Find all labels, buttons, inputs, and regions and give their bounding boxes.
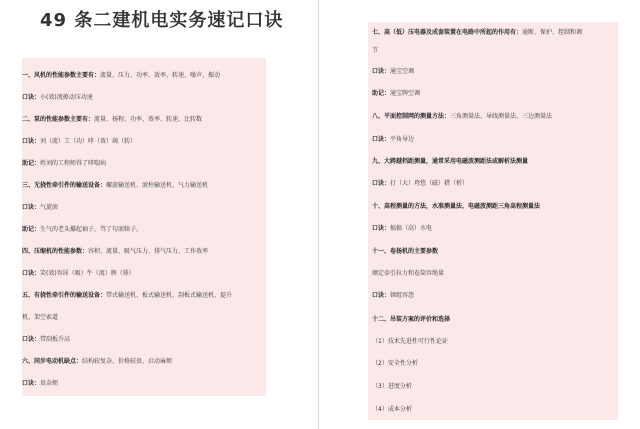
text-line	[372, 360, 418, 368]
line-heading: 口诀：	[372, 292, 391, 299]
line-heading: 口诀：	[22, 138, 41, 145]
line-text: 机、架空索道	[22, 314, 59, 321]
text-line	[22, 270, 135, 278]
line-text: 生气的老头攥起袖子，骂了句滚犊子。	[40, 226, 143, 233]
page-divider	[318, 0, 319, 429]
line-text: （4）成本分析	[372, 406, 412, 413]
left-column	[22, 58, 266, 396]
line-heading: 十二、吊装方案的评价和选择	[372, 316, 451, 323]
line-text: 带式输送机、板式输送机、刮板式输送机、提升	[106, 292, 233, 299]
line-heading: 口诀：	[22, 94, 41, 101]
line-text: 通宝牌空调	[390, 90, 421, 97]
text-line	[22, 138, 136, 146]
line-heading: 十一、卷扬机的主要参数	[372, 248, 439, 255]
line-heading: 口诀：	[372, 68, 391, 75]
text-line	[22, 358, 172, 366]
text-line	[372, 292, 414, 300]
line-text: 通断、保护、控制和调	[522, 29, 583, 36]
text-line	[22, 226, 142, 234]
line-text: 流量、压力、功率、效率、转速、噪声、振动	[100, 72, 221, 79]
line-heading: 九、大跨越档距测量，通常采用电磁波测距法或解析法测量	[372, 158, 529, 165]
line-heading: 十、高程测量的方法，水准测量法、电磁波测距三角高程测量法	[372, 203, 541, 210]
line-heading: 口诀：	[372, 180, 391, 187]
line-text: 小(效)流撩动压功速	[40, 94, 93, 101]
line-heading: 一、风机的性能参数主要有：	[22, 72, 101, 79]
line-heading: 助记：	[22, 226, 41, 233]
line-heading: 五、有挠性牵引件的输送设备：	[22, 292, 107, 299]
line-heading: 四、压缩机的性能参数：	[22, 248, 89, 255]
text-line	[372, 136, 414, 144]
line-heading: 口诀：	[372, 136, 391, 143]
line-text: （1）技术先进性可行性论证	[372, 338, 448, 345]
line-text: 通宝空调	[390, 68, 415, 75]
line-heading: 口诀：	[22, 380, 41, 387]
line-heading: 助记：	[372, 90, 391, 97]
line-heading: 七、高（低）压电器及成套装置在电路中所起的作用有：	[372, 29, 523, 36]
text-line	[372, 248, 438, 256]
text-line	[372, 113, 552, 121]
text-line	[372, 158, 528, 166]
line-text: 打（大）垮悠（磁）猎（析）	[390, 180, 469, 187]
line-text: 贵杂烦	[40, 380, 59, 387]
line-heading: 口诀：	[22, 270, 41, 277]
line-text: 结构较复杂、价格较贵、启动麻烦	[82, 358, 173, 365]
text-line	[22, 94, 93, 102]
text-line	[372, 47, 378, 55]
text-line	[22, 248, 208, 256]
line-heading: 口诀：	[22, 204, 41, 211]
text-line	[22, 292, 232, 300]
line-text: 搞搞（高）水电	[390, 225, 433, 232]
line-text: 三角测量法、导线测量法、三边测量法	[450, 113, 553, 120]
line-text: 容积、流量、吸气压力、排气压力、工作效率	[88, 248, 209, 255]
text-line	[372, 406, 412, 414]
line-text: 姓刘的工程师得了哮喘病	[40, 160, 107, 167]
line-text: （3）进度分析	[372, 383, 412, 390]
text-line	[372, 203, 540, 211]
text-line	[22, 160, 106, 168]
right-column	[368, 22, 618, 420]
text-line	[22, 380, 58, 388]
text-line	[22, 182, 208, 190]
line-heading: 三、无挠性牵引件的输送设备：	[22, 182, 107, 189]
line-text: 额定牵引拉力和卷筒容绳量	[372, 270, 445, 277]
text-line	[372, 68, 414, 76]
line-text: 螺旋输送机、滚柱输送机、气力输送机	[106, 182, 209, 189]
text-line	[372, 338, 448, 346]
text-line	[22, 314, 58, 322]
line-heading: 六、同步电动机缺点：	[22, 358, 83, 365]
text-line	[372, 29, 582, 37]
text-line	[372, 316, 450, 324]
line-text: 气旋滚	[40, 204, 59, 211]
line-heading: 助记：	[22, 160, 41, 167]
line-text: 平角导边	[390, 136, 415, 143]
text-line	[22, 336, 70, 344]
text-line	[372, 225, 432, 233]
line-text: （2）安全性分析	[372, 360, 418, 367]
line-text: 节	[372, 47, 379, 54]
line-heading: 口诀：	[372, 225, 391, 232]
line-text: 顿组容怨	[390, 292, 415, 299]
text-line	[22, 204, 58, 212]
line-text: 刘（流）工（功）哮（效）竭（转）	[40, 138, 137, 145]
line-heading: 二、泵的性能参数主要有：	[22, 116, 95, 123]
line-text: 流量、扬程、功率、效率、转速、比转数	[94, 116, 203, 123]
text-line	[372, 180, 468, 188]
text-line	[372, 270, 444, 278]
text-line	[22, 72, 220, 80]
text-line	[372, 383, 412, 391]
line-text: 笑(效)容犀（吸）牛（流）牌（排）	[40, 270, 135, 277]
line-heading: 口诀：	[22, 336, 41, 343]
text-line	[372, 90, 420, 98]
page-title: 49 条二建机电实务速记口诀	[40, 10, 284, 31]
line-heading: 八、平面控制网的测量方法：	[372, 113, 451, 120]
text-line	[22, 116, 202, 124]
line-text: 带刮板升高	[40, 336, 71, 343]
